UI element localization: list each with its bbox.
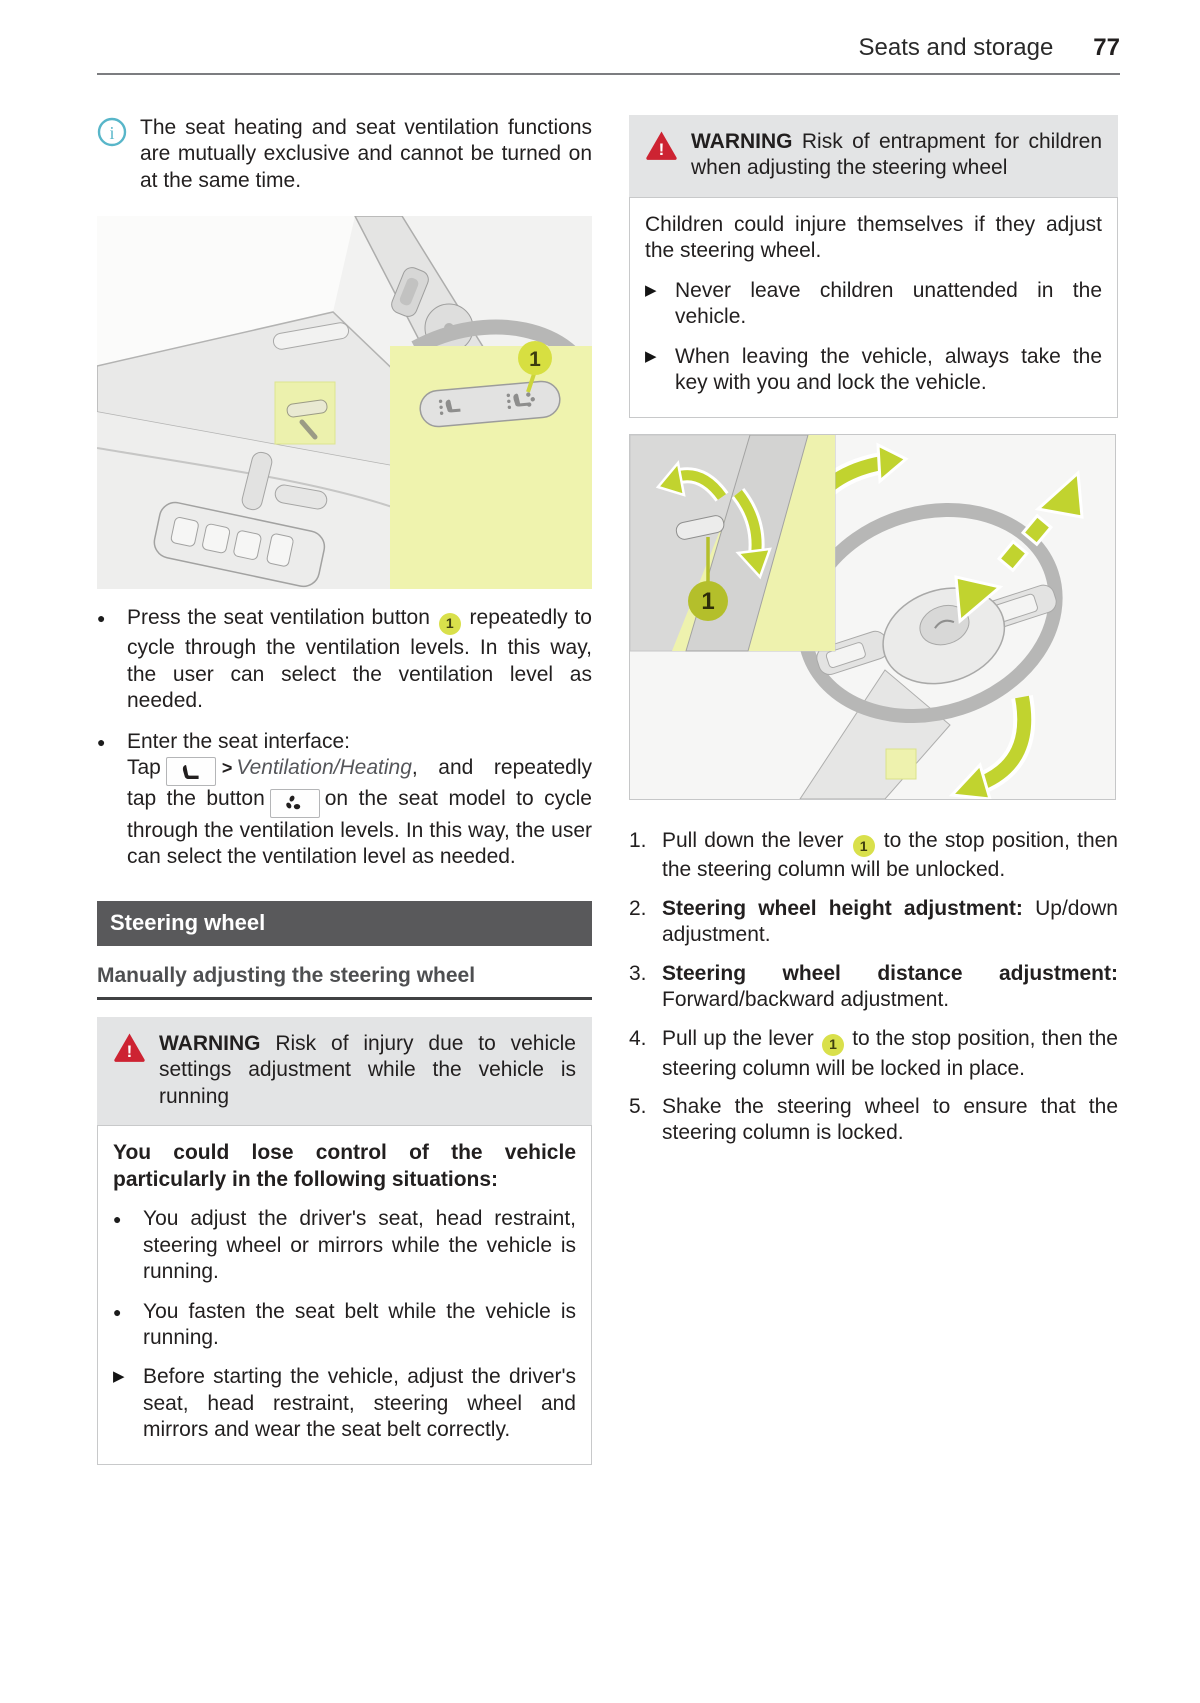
warning-injury: [97, 1017, 592, 1125]
steering-wheel-illustration: [629, 434, 1116, 800]
warning-icon: [113, 1031, 146, 1110]
warning-entrapment-body: [629, 197, 1118, 418]
header-rule: [97, 73, 1120, 75]
svg-text:1: 1: [701, 587, 715, 615]
step-3: 3. Steering wheel distance adjustment: Forward/backward adjustment.: [629, 961, 1118, 1012]
info-note-text: The seat heating and seat ventilation functions are mutually exclusive and cannot be turned on at the same time.: [140, 116, 592, 192]
warning-bullet-1: ● You adjust the driver's seat, head restraint, steering wheel or mirrors while the vehicle is running.: [113, 1206, 576, 1285]
bullet-1-text: Press the seat ventilation button 1 repeatedly to cycle through the ventilation levels. In this way, the user can select the ventilation level as needed.: [127, 606, 592, 713]
action-arrow-icon: ▶: [113, 1368, 125, 1386]
warning-entrapment: [629, 115, 1118, 197]
info-note: [97, 115, 592, 194]
warning-injury-text: WARNING Risk of injury due to vehicle settings adjustment while the vehicle is running: [159, 1031, 576, 1108]
menu-chevron: >: [221, 757, 233, 778]
action-arrow-icon: ▶: [645, 347, 657, 365]
lever-inset: [630, 435, 835, 651]
warning-icon: [645, 129, 678, 182]
page-number: 77: [1093, 34, 1120, 61]
right-column: [629, 115, 1118, 1465]
warning-action-2: ▶ When leaving the vehicle, always take the key with you and lock the vehicle.: [645, 344, 1102, 397]
step-1: 1. Pull down the lever 1 to the stop position, then the steering column will be unlocked.: [629, 828, 1118, 882]
svg-text:!: !: [658, 140, 665, 159]
menu-path: Ventilation/Heating: [236, 755, 412, 779]
bullet-icon: ●: [113, 1303, 122, 1320]
switch-inset: [390, 341, 592, 589]
warning-bullet-2: ● You fasten the seat belt while the vehicle is running.: [113, 1299, 576, 1352]
fan-icon: [284, 794, 306, 812]
step-2: 2. Steering wheel height adjustment: Up/down adjustment.: [629, 896, 1118, 947]
info-icon: [97, 115, 127, 194]
ventilation-bullet-1: [97, 605, 592, 714]
column-highlight: [886, 749, 916, 779]
warning-action-1: ▶ Never leave children unattended in the vehicle.: [645, 278, 1102, 331]
warning-body-title: You could lose control of the vehicle particularly in the following situations:: [113, 1141, 576, 1191]
callout-1-badge-inline: 1: [853, 835, 875, 857]
subsection-title: Manually adjusting the steering wheel: [97, 964, 592, 1000]
warning-action: ▶ Before starting the vehicle, adjust the driver's seat, head restraint, steering wheel and mirrors and wear the seat belt correctly.: [113, 1364, 576, 1443]
bullet-2-line1: Enter the seat interface:: [127, 729, 350, 753]
svg-text:!: !: [126, 1041, 133, 1061]
section-header-steering-wheel: Steering wheel: [97, 901, 592, 946]
action-arrow-icon: ▶: [645, 281, 657, 299]
page-header: [97, 34, 1120, 62]
warning-entrapment-text: WARNING Risk of entrapment for children when adjusting the steering wheel: [691, 130, 1102, 180]
chapter-title: Seats and storage: [858, 34, 1054, 61]
door-panel-illustration: [97, 216, 592, 589]
warning-injury-body: [97, 1125, 592, 1465]
warning-body-intro: Children could injure themselves if they adjust the steering wheel.: [645, 212, 1102, 263]
seat-interface-button: [166, 757, 216, 786]
bullet-2-line2: Tap > Ventilation/Heating, and repeatedly tap the button on the seat model to cycle through the ventilation levels. In this way, the user can select the ventilation level as needed.: [127, 755, 592, 869]
svg-text:1: 1: [529, 348, 541, 372]
callout-1-badge-inline: 1: [822, 1034, 844, 1056]
bullet-icon: ●: [97, 733, 106, 750]
seat-icon: [178, 763, 204, 781]
left-column: [97, 115, 592, 1465]
adjustment-steps: [629, 828, 1118, 1147]
step-5: 5. Shake the steering wheel to ensure that the steering column is locked.: [629, 1094, 1118, 1145]
step-4: 4. Pull up the lever 1 to the stop position, then the steering column will be locked in place.: [629, 1026, 1118, 1080]
bullet-icon: ●: [113, 1211, 122, 1228]
fan-button: [270, 789, 320, 818]
svg-text:i: i: [109, 123, 115, 143]
callout-1-badge-inline: 1: [439, 613, 461, 635]
ventilation-bullet-2: [97, 729, 592, 871]
bullet-icon: ●: [97, 610, 106, 627]
